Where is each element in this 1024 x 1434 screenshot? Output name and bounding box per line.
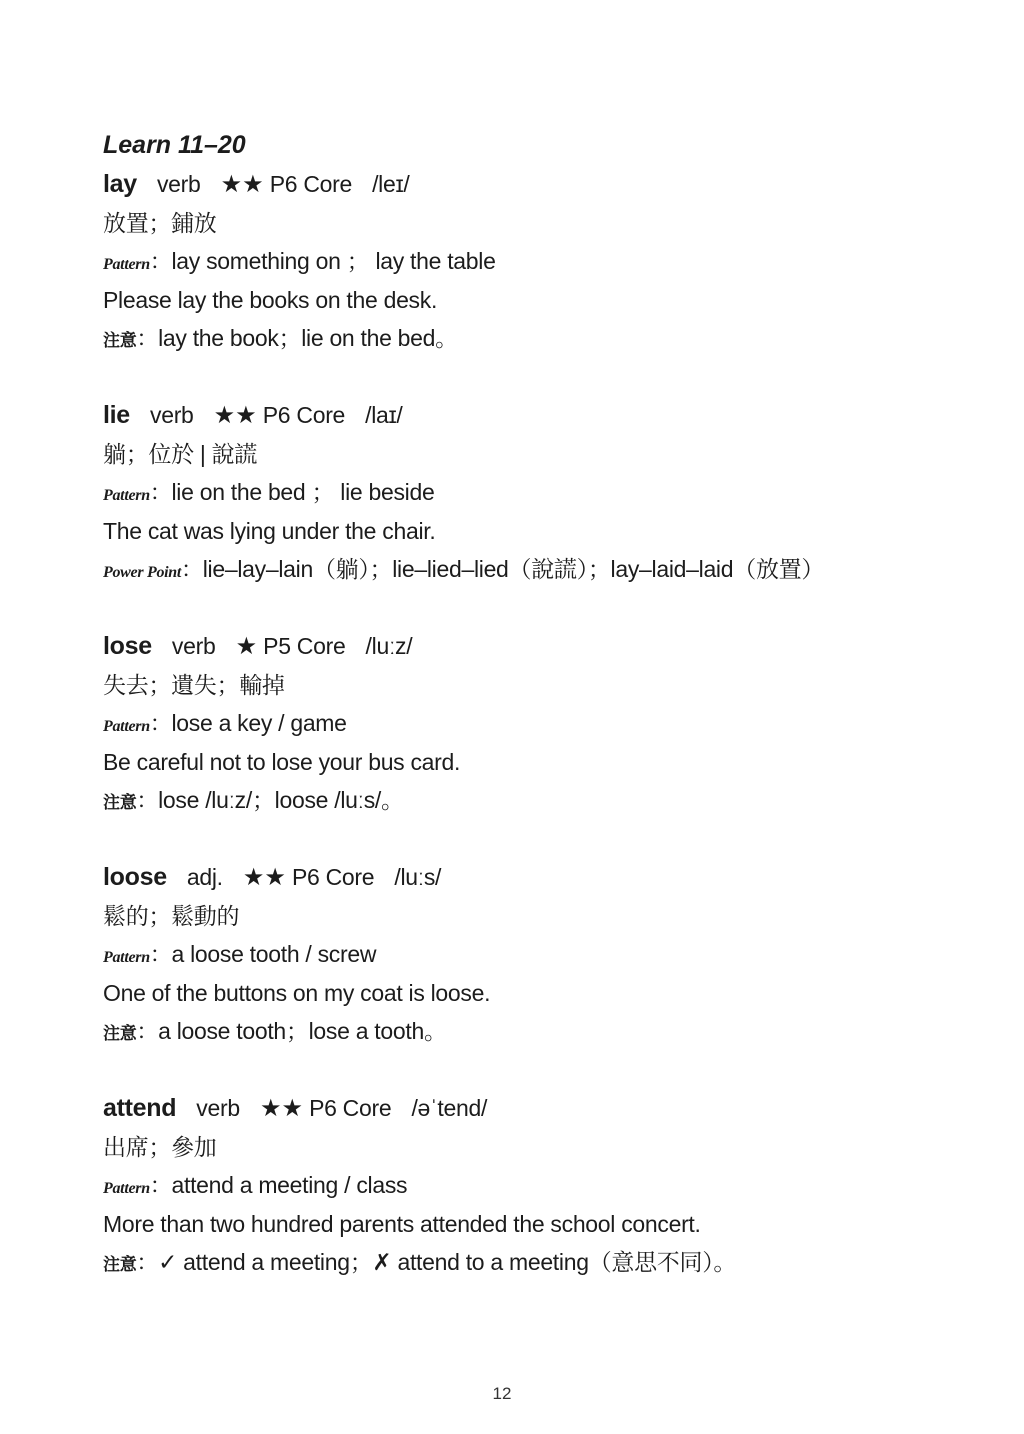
entry-lay [103, 165, 993, 396]
star-rating: ★★ [220, 171, 264, 198]
entry-lose [103, 627, 993, 858]
entry-attend [103, 1089, 993, 1320]
example-sentence: One of the buttons on my coat is loose. [103, 979, 491, 1006]
part-of-speech: verb [150, 402, 194, 428]
entry-header [103, 627, 993, 666]
star-rating: ★★ [213, 402, 257, 429]
note-line [103, 781, 993, 820]
note-label: 注意 [103, 793, 137, 812]
label-colon: ： [149, 1173, 172, 1198]
note-text: lay the book；lie on the bed。 [158, 325, 458, 351]
example-sentence: The cat was lying under the chair. [103, 517, 436, 544]
entry-lie [103, 396, 993, 627]
pronunciation: /leɪ/ [372, 171, 410, 197]
pattern-line [103, 935, 993, 974]
note-label: 注意 [103, 1255, 137, 1274]
note-label: 注意 [103, 331, 137, 350]
headword: attend [103, 1094, 177, 1122]
label-colon: ： [136, 326, 159, 351]
pronunciation: /laɪ/ [365, 402, 403, 428]
pattern-text: lose a key / game [171, 710, 347, 736]
headword: lose [103, 632, 152, 660]
part-of-speech: verb [196, 1095, 240, 1121]
pattern-label: Pattern [103, 1180, 150, 1197]
section-title: Learn 11–20 [103, 131, 246, 159]
power-point-text: lie–lay–lain（躺）；lie–lied–lied（說謊）；lay–laid–laid（放置） [202, 556, 825, 582]
level-tag: P5 Core [263, 633, 346, 659]
label-colon: ： [136, 788, 159, 813]
pronunciation: /luːz/ [365, 633, 413, 659]
pronunciation: /əˈtend/ [411, 1095, 488, 1121]
chinese-meaning: 鬆的；鬆動的 [103, 902, 240, 929]
pattern-line [103, 242, 993, 281]
level-tag: P6 Core [262, 402, 346, 428]
level-tag: P6 Core [292, 864, 375, 890]
pattern-text: lie on the bed ； lie beside [171, 479, 435, 505]
example-sentence: Please lay the books on the desk. [103, 286, 438, 313]
star-rating: ★★ [259, 1095, 303, 1122]
star-rating: ★ [235, 633, 258, 660]
entry-loose [103, 858, 993, 1089]
note-line [103, 319, 993, 358]
pattern-text: attend a meeting / class [171, 1172, 408, 1198]
label-colon: ： [149, 711, 172, 736]
pattern-label: Pattern [103, 487, 150, 504]
chinese-meaning: 放置；鋪放 [103, 209, 217, 236]
note-line [103, 1012, 993, 1051]
label-colon: ： [149, 942, 172, 967]
label-colon: ： [149, 480, 172, 505]
page-number: 12 [492, 1384, 512, 1403]
entry-header [103, 858, 993, 897]
entry-list [103, 165, 993, 1320]
chinese-meaning: 躺；位於 | 說謊 [103, 440, 258, 467]
headword: lie [103, 401, 130, 429]
pattern-text: lay something on ； lay the table [171, 248, 496, 274]
example-sentence: Be careful not to lose your bus card. [103, 748, 461, 775]
headword: lay [103, 170, 137, 198]
part-of-speech: verb [171, 633, 216, 659]
note-line [103, 1243, 993, 1282]
note-text: ✓ attend a meeting；✗ attend to a meeting（意思不同）。 [158, 1249, 737, 1275]
label-colon: ： [149, 249, 172, 274]
star-rating: ★★ [242, 864, 286, 891]
label-colon: ： [136, 1250, 159, 1275]
pattern-line [103, 704, 993, 743]
note-text: lose /luːz/；loose /luːs/。 [158, 787, 404, 813]
pronunciation: /luːs/ [394, 864, 442, 890]
power-point-line [103, 550, 993, 589]
pattern-label: Pattern [103, 256, 150, 273]
pattern-line [103, 473, 993, 512]
example-sentence: More than two hundred parents attended the school concert. [103, 1210, 701, 1237]
entry-header [103, 165, 993, 204]
headword: loose [103, 863, 167, 891]
note-label: 注意 [103, 1024, 137, 1043]
note-text: a loose tooth；lose a tooth。 [158, 1018, 447, 1044]
level-tag: P6 Core [309, 1095, 392, 1121]
part-of-speech: adj. [186, 864, 223, 890]
chinese-meaning: 失去；遺失；輸掉 [103, 671, 285, 698]
power-point-label: Power Point [103, 564, 182, 581]
pattern-line [103, 1166, 993, 1205]
pattern-label: Pattern [103, 718, 150, 735]
entry-header [103, 396, 993, 435]
label-colon: ： [136, 1019, 159, 1044]
label-colon: ： [181, 557, 203, 582]
level-tag: P6 Core [269, 171, 352, 197]
pattern-label: Pattern [103, 949, 150, 966]
pattern-text: a loose tooth / screw [171, 941, 377, 967]
entry-header [103, 1089, 993, 1128]
chinese-meaning: 出席；參加 [103, 1133, 217, 1160]
part-of-speech: verb [156, 171, 201, 197]
